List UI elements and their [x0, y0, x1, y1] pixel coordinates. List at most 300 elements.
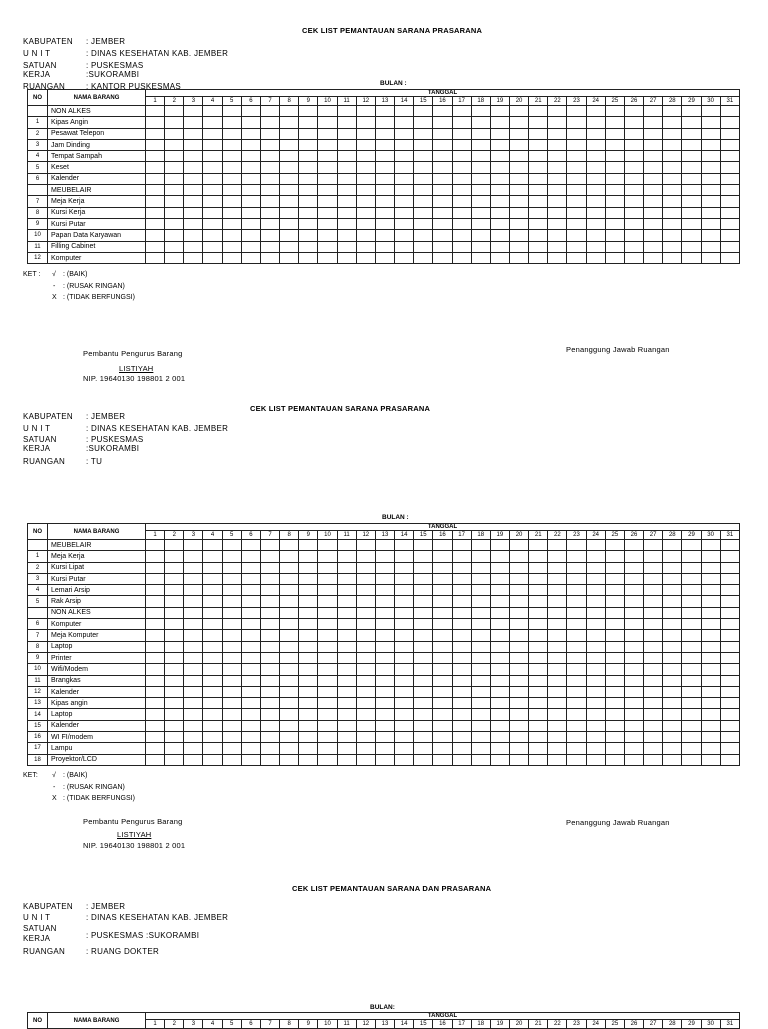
check-cell[interactable] [318, 641, 337, 652]
check-cell[interactable] [184, 585, 203, 596]
check-cell[interactable] [490, 196, 509, 207]
check-cell[interactable] [280, 686, 299, 697]
check-cell[interactable] [222, 185, 241, 196]
check-cell[interactable] [471, 540, 490, 551]
check-cell[interactable] [203, 607, 222, 618]
check-cell[interactable] [701, 562, 720, 573]
check-cell[interactable] [280, 596, 299, 607]
check-cell[interactable] [280, 540, 299, 551]
check-cell[interactable] [165, 732, 184, 743]
check-cell[interactable] [701, 218, 720, 229]
check-cell[interactable] [395, 551, 414, 562]
check-cell[interactable] [318, 117, 337, 128]
check-cell[interactable] [548, 218, 567, 229]
check-cell[interactable] [529, 162, 548, 173]
check-cell[interactable] [663, 641, 682, 652]
check-cell[interactable] [241, 117, 260, 128]
check-cell[interactable] [299, 230, 318, 241]
check-cell[interactable] [567, 641, 586, 652]
check-cell[interactable] [299, 207, 318, 218]
check-cell[interactable] [184, 686, 203, 697]
check-cell[interactable] [433, 754, 452, 765]
check-cell[interactable] [644, 562, 663, 573]
check-cell[interactable] [586, 675, 605, 686]
check-cell[interactable] [452, 252, 471, 263]
check-cell[interactable] [529, 720, 548, 731]
check-cell[interactable] [720, 686, 739, 697]
check-cell[interactable] [280, 139, 299, 150]
check-cell[interactable] [184, 128, 203, 139]
check-cell[interactable] [414, 551, 433, 562]
check-cell[interactable] [395, 698, 414, 709]
check-cell[interactable] [529, 196, 548, 207]
check-cell[interactable] [260, 218, 279, 229]
check-cell[interactable] [605, 686, 624, 697]
check-cell[interactable] [490, 652, 509, 663]
check-cell[interactable] [548, 196, 567, 207]
check-cell[interactable] [701, 686, 720, 697]
check-cell[interactable] [433, 218, 452, 229]
check-cell[interactable] [375, 207, 394, 218]
check-cell[interactable] [471, 207, 490, 218]
check-cell[interactable] [509, 675, 528, 686]
check-cell[interactable] [548, 128, 567, 139]
check-cell[interactable] [605, 573, 624, 584]
check-cell[interactable] [701, 732, 720, 743]
check-cell[interactable] [318, 551, 337, 562]
check-cell[interactable] [663, 743, 682, 754]
check-cell[interactable] [567, 162, 586, 173]
check-cell[interactable] [529, 754, 548, 765]
check-cell[interactable] [260, 230, 279, 241]
check-cell[interactable] [318, 173, 337, 184]
check-cell[interactable] [720, 732, 739, 743]
check-cell[interactable] [548, 207, 567, 218]
check-cell[interactable] [375, 218, 394, 229]
check-cell[interactable] [509, 641, 528, 652]
check-cell[interactable] [260, 686, 279, 697]
check-cell[interactable] [414, 675, 433, 686]
check-cell[interactable] [663, 241, 682, 252]
check-cell[interactable] [471, 720, 490, 731]
check-cell[interactable] [165, 596, 184, 607]
check-cell[interactable] [299, 698, 318, 709]
check-cell[interactable] [414, 754, 433, 765]
check-cell[interactable] [395, 686, 414, 697]
check-cell[interactable] [586, 720, 605, 731]
check-cell[interactable] [682, 585, 701, 596]
check-cell[interactable] [624, 664, 643, 675]
check-cell[interactable] [222, 241, 241, 252]
check-cell[interactable] [184, 652, 203, 663]
check-cell[interactable] [395, 652, 414, 663]
check-cell[interactable] [471, 596, 490, 607]
check-cell[interactable] [280, 551, 299, 562]
check-cell[interactable] [529, 664, 548, 675]
check-cell[interactable] [184, 551, 203, 562]
check-cell[interactable] [682, 252, 701, 263]
check-cell[interactable] [299, 128, 318, 139]
check-cell[interactable] [299, 664, 318, 675]
check-cell[interactable] [337, 619, 356, 630]
check-cell[interactable] [318, 630, 337, 641]
check-cell[interactable] [356, 720, 375, 731]
check-cell[interactable] [146, 630, 165, 641]
check-cell[interactable] [260, 139, 279, 150]
check-cell[interactable] [663, 173, 682, 184]
check-cell[interactable] [337, 218, 356, 229]
check-cell[interactable] [203, 562, 222, 573]
check-cell[interactable] [203, 596, 222, 607]
check-cell[interactable] [624, 754, 643, 765]
check-cell[interactable] [644, 573, 663, 584]
check-cell[interactable] [280, 573, 299, 584]
check-cell[interactable] [356, 698, 375, 709]
check-cell[interactable] [471, 562, 490, 573]
check-cell[interactable] [414, 709, 433, 720]
check-cell[interactable] [146, 218, 165, 229]
check-cell[interactable] [184, 540, 203, 551]
check-cell[interactable] [682, 139, 701, 150]
check-cell[interactable] [529, 686, 548, 697]
check-cell[interactable] [299, 252, 318, 263]
check-cell[interactable] [433, 641, 452, 652]
check-cell[interactable] [241, 686, 260, 697]
check-cell[interactable] [586, 241, 605, 252]
check-cell[interactable] [260, 664, 279, 675]
check-cell[interactable] [490, 743, 509, 754]
check-cell[interactable] [337, 720, 356, 731]
check-cell[interactable] [280, 117, 299, 128]
check-cell[interactable] [452, 139, 471, 150]
check-cell[interactable] [720, 196, 739, 207]
check-cell[interactable] [318, 686, 337, 697]
check-cell[interactable] [337, 585, 356, 596]
check-cell[interactable] [586, 652, 605, 663]
check-cell[interactable] [395, 675, 414, 686]
check-cell[interactable] [260, 106, 279, 117]
check-cell[interactable] [260, 698, 279, 709]
check-cell[interactable] [624, 743, 643, 754]
check-cell[interactable] [605, 675, 624, 686]
check-cell[interactable] [414, 218, 433, 229]
check-cell[interactable] [395, 173, 414, 184]
check-cell[interactable] [452, 585, 471, 596]
check-cell[interactable] [280, 173, 299, 184]
check-cell[interactable] [548, 743, 567, 754]
check-cell[interactable] [452, 241, 471, 252]
check-cell[interactable] [624, 196, 643, 207]
check-cell[interactable] [720, 585, 739, 596]
check-cell[interactable] [624, 151, 643, 162]
check-cell[interactable] [260, 162, 279, 173]
check-cell[interactable] [452, 607, 471, 618]
check-cell[interactable] [414, 698, 433, 709]
check-cell[interactable] [663, 128, 682, 139]
check-cell[interactable] [375, 117, 394, 128]
check-cell[interactable] [605, 664, 624, 675]
check-cell[interactable] [471, 139, 490, 150]
check-cell[interactable] [146, 754, 165, 765]
check-cell[interactable] [433, 720, 452, 731]
check-cell[interactable] [280, 630, 299, 641]
check-cell[interactable] [414, 641, 433, 652]
check-cell[interactable] [663, 675, 682, 686]
check-cell[interactable] [356, 562, 375, 573]
check-cell[interactable] [222, 162, 241, 173]
check-cell[interactable] [529, 596, 548, 607]
check-cell[interactable] [548, 686, 567, 697]
check-cell[interactable] [184, 754, 203, 765]
check-cell[interactable] [165, 607, 184, 618]
check-cell[interactable] [471, 630, 490, 641]
check-cell[interactable] [605, 185, 624, 196]
check-cell[interactable] [356, 641, 375, 652]
check-cell[interactable] [529, 106, 548, 117]
check-cell[interactable] [299, 720, 318, 731]
check-cell[interactable] [260, 540, 279, 551]
check-cell[interactable] [586, 754, 605, 765]
check-cell[interactable] [701, 675, 720, 686]
check-cell[interactable] [203, 720, 222, 731]
check-cell[interactable] [644, 619, 663, 630]
check-cell[interactable] [337, 139, 356, 150]
check-cell[interactable] [644, 196, 663, 207]
check-cell[interactable] [682, 596, 701, 607]
check-cell[interactable] [452, 117, 471, 128]
check-cell[interactable] [260, 630, 279, 641]
check-cell[interactable] [222, 675, 241, 686]
check-cell[interactable] [644, 732, 663, 743]
check-cell[interactable] [414, 207, 433, 218]
check-cell[interactable] [452, 128, 471, 139]
check-cell[interactable] [337, 698, 356, 709]
check-cell[interactable] [318, 709, 337, 720]
check-cell[interactable] [375, 252, 394, 263]
check-cell[interactable] [146, 196, 165, 207]
check-cell[interactable] [280, 641, 299, 652]
check-cell[interactable] [146, 185, 165, 196]
check-cell[interactable] [356, 106, 375, 117]
check-cell[interactable] [509, 106, 528, 117]
check-cell[interactable] [299, 743, 318, 754]
check-cell[interactable] [490, 252, 509, 263]
check-cell[interactable] [490, 686, 509, 697]
check-cell[interactable] [260, 241, 279, 252]
check-cell[interactable] [509, 241, 528, 252]
check-cell[interactable] [318, 230, 337, 241]
check-cell[interactable] [682, 551, 701, 562]
check-cell[interactable] [184, 117, 203, 128]
check-cell[interactable] [203, 162, 222, 173]
check-cell[interactable] [280, 698, 299, 709]
check-cell[interactable] [509, 709, 528, 720]
check-cell[interactable] [682, 540, 701, 551]
check-cell[interactable] [548, 252, 567, 263]
check-cell[interactable] [586, 106, 605, 117]
check-cell[interactable] [184, 709, 203, 720]
check-cell[interactable] [624, 607, 643, 618]
check-cell[interactable] [720, 596, 739, 607]
check-cell[interactable] [146, 573, 165, 584]
check-cell[interactable] [280, 151, 299, 162]
check-cell[interactable] [395, 540, 414, 551]
check-cell[interactable] [509, 540, 528, 551]
check-cell[interactable] [146, 252, 165, 263]
check-cell[interactable] [548, 573, 567, 584]
check-cell[interactable] [222, 196, 241, 207]
check-cell[interactable] [375, 664, 394, 675]
check-cell[interactable] [222, 551, 241, 562]
check-cell[interactable] [433, 185, 452, 196]
check-cell[interactable] [586, 607, 605, 618]
check-cell[interactable] [414, 585, 433, 596]
check-cell[interactable] [241, 162, 260, 173]
check-cell[interactable] [586, 585, 605, 596]
check-cell[interactable] [356, 162, 375, 173]
check-cell[interactable] [586, 709, 605, 720]
check-cell[interactable] [165, 207, 184, 218]
check-cell[interactable] [567, 607, 586, 618]
check-cell[interactable] [701, 698, 720, 709]
check-cell[interactable] [529, 630, 548, 641]
check-cell[interactable] [222, 573, 241, 584]
check-cell[interactable] [222, 151, 241, 162]
check-cell[interactable] [433, 630, 452, 641]
check-cell[interactable] [241, 139, 260, 150]
check-cell[interactable] [644, 652, 663, 663]
check-cell[interactable] [490, 218, 509, 229]
check-cell[interactable] [222, 652, 241, 663]
check-cell[interactable] [663, 709, 682, 720]
check-cell[interactable] [701, 596, 720, 607]
check-cell[interactable] [490, 540, 509, 551]
check-cell[interactable] [280, 252, 299, 263]
check-cell[interactable] [682, 106, 701, 117]
check-cell[interactable] [624, 596, 643, 607]
check-cell[interactable] [586, 732, 605, 743]
check-cell[interactable] [644, 173, 663, 184]
check-cell[interactable] [548, 562, 567, 573]
check-cell[interactable] [663, 551, 682, 562]
check-cell[interactable] [682, 675, 701, 686]
check-cell[interactable] [337, 196, 356, 207]
check-cell[interactable] [471, 151, 490, 162]
check-cell[interactable] [337, 106, 356, 117]
check-cell[interactable] [644, 185, 663, 196]
check-cell[interactable] [682, 162, 701, 173]
check-cell[interactable] [222, 106, 241, 117]
check-cell[interactable] [644, 207, 663, 218]
check-cell[interactable] [720, 698, 739, 709]
check-cell[interactable] [433, 573, 452, 584]
check-cell[interactable] [586, 630, 605, 641]
check-cell[interactable] [605, 540, 624, 551]
check-cell[interactable] [452, 573, 471, 584]
check-cell[interactable] [682, 117, 701, 128]
check-cell[interactable] [682, 230, 701, 241]
check-cell[interactable] [184, 698, 203, 709]
check-cell[interactable] [471, 664, 490, 675]
check-cell[interactable] [452, 562, 471, 573]
check-cell[interactable] [529, 709, 548, 720]
check-cell[interactable] [720, 218, 739, 229]
check-cell[interactable] [356, 652, 375, 663]
check-cell[interactable] [356, 573, 375, 584]
check-cell[interactable] [720, 162, 739, 173]
check-cell[interactable] [356, 686, 375, 697]
check-cell[interactable] [184, 619, 203, 630]
check-cell[interactable] [280, 607, 299, 618]
check-cell[interactable] [624, 698, 643, 709]
check-cell[interactable] [356, 675, 375, 686]
check-cell[interactable] [203, 709, 222, 720]
check-cell[interactable] [644, 709, 663, 720]
check-cell[interactable] [184, 732, 203, 743]
check-cell[interactable] [567, 709, 586, 720]
check-cell[interactable] [720, 664, 739, 675]
check-cell[interactable] [146, 675, 165, 686]
check-cell[interactable] [509, 619, 528, 630]
check-cell[interactable] [624, 732, 643, 743]
check-cell[interactable] [490, 619, 509, 630]
check-cell[interactable] [241, 641, 260, 652]
check-cell[interactable] [471, 652, 490, 663]
check-cell[interactable] [356, 607, 375, 618]
check-cell[interactable] [586, 664, 605, 675]
check-cell[interactable] [222, 641, 241, 652]
check-cell[interactable] [624, 540, 643, 551]
check-cell[interactable] [433, 207, 452, 218]
check-cell[interactable] [490, 551, 509, 562]
check-cell[interactable] [318, 139, 337, 150]
check-cell[interactable] [701, 551, 720, 562]
check-cell[interactable] [720, 207, 739, 218]
check-cell[interactable] [318, 207, 337, 218]
check-cell[interactable] [509, 128, 528, 139]
check-cell[interactable] [701, 207, 720, 218]
check-cell[interactable] [337, 207, 356, 218]
check-cell[interactable] [701, 151, 720, 162]
check-cell[interactable] [452, 743, 471, 754]
check-cell[interactable] [222, 686, 241, 697]
check-cell[interactable] [509, 117, 528, 128]
check-cell[interactable] [720, 709, 739, 720]
check-cell[interactable] [586, 162, 605, 173]
check-cell[interactable] [395, 218, 414, 229]
check-cell[interactable] [414, 540, 433, 551]
check-cell[interactable] [529, 573, 548, 584]
check-cell[interactable] [529, 128, 548, 139]
check-cell[interactable] [184, 207, 203, 218]
check-cell[interactable] [663, 573, 682, 584]
check-cell[interactable] [337, 675, 356, 686]
check-cell[interactable] [356, 754, 375, 765]
check-cell[interactable] [567, 743, 586, 754]
check-cell[interactable] [203, 185, 222, 196]
check-cell[interactable] [490, 139, 509, 150]
check-cell[interactable] [299, 573, 318, 584]
check-cell[interactable] [624, 573, 643, 584]
check-cell[interactable] [299, 196, 318, 207]
check-cell[interactable] [509, 218, 528, 229]
check-cell[interactable] [509, 230, 528, 241]
check-cell[interactable] [644, 230, 663, 241]
check-cell[interactable] [280, 652, 299, 663]
check-cell[interactable] [165, 540, 184, 551]
check-cell[interactable] [299, 630, 318, 641]
check-cell[interactable] [414, 619, 433, 630]
